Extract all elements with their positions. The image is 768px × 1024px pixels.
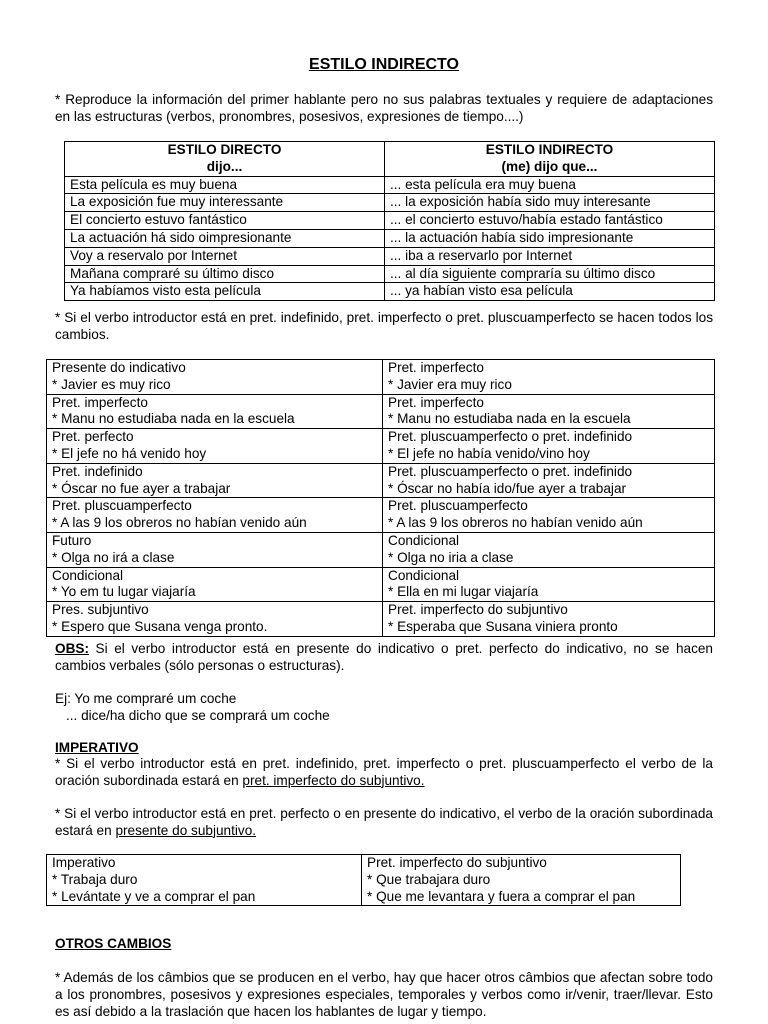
table-cell: ... esta película era muy buena [385, 176, 715, 194]
example-line-1: Ej: Yo me compraré um coche [55, 691, 237, 706]
table-cell [47, 463, 383, 498]
table-cell: ... al día siguiente compraría su último disco [385, 265, 715, 283]
imperativo-right-line: * Que me levantara y fuera a comprar el pan [367, 888, 636, 904]
table-row [65, 229, 715, 247]
tense-name: Presente do indicativo [52, 360, 186, 375]
intro-paragraph: * Reproduce la información del primer hablante pero no sus palabras textuales y requiere de adaptaciones en las estructuras (verbos, pronombres, posesivos, expresiones de tiempo....) [55, 92, 713, 124]
header-indirect: ESTILO INDIRECTO [485, 142, 614, 157]
example-block [55, 691, 713, 725]
table-cell: La exposición fue muy interessante [65, 194, 385, 212]
tense-name: Futuro [52, 532, 92, 548]
table-row [47, 360, 715, 395]
tense-example: * A las 9 los obreros no habían venido aún [52, 515, 307, 531]
table-cell [383, 463, 715, 498]
tense-name: Pret. pluscuamperfecto o pret. indefinido [388, 463, 633, 479]
table-header-cell [385, 142, 715, 177]
tense-change-paragraph: * Si el verbo introductor está en pret. indefinido, pret. imperfecto o pret. pluscuamperfecto se hacen todos los cambios. [55, 310, 713, 342]
table-row [65, 247, 715, 265]
imperativo-left-line: * Levántate y ve a comprar el pan [52, 888, 256, 904]
table-cell [383, 360, 715, 395]
example-line-2: ... dice/ha dicho que se comprará um coche [66, 707, 330, 723]
imperativo-left-line: * Trabaja duro [52, 871, 138, 887]
otros-heading-text: OTROS CAMBIOS [55, 936, 172, 951]
table-row [65, 265, 715, 283]
direct-indirect-table [64, 141, 715, 301]
tense-name: Pres. subjuntivo [52, 602, 149, 618]
tense-name: Condicional [388, 532, 460, 548]
page-title: ESTILO INDIRECTO [309, 56, 459, 73]
tense-example: * Manu no estudiaba nada en la escuela [388, 411, 631, 427]
tense-name: Condicional [52, 567, 124, 583]
table-cell [383, 394, 715, 429]
tense-name: Pret. indefinido [52, 463, 143, 479]
imperativo-p1-underlined: pret. imperfecto do subjuntivo. [242, 772, 425, 788]
tense-example: * Óscar no fue ayer a trabajar [52, 480, 231, 496]
table-cell: ... ya habían visto esa película [385, 283, 715, 301]
table-cell [47, 602, 383, 637]
tense-example: * Espero que Susana venga pronto. [52, 618, 268, 634]
imperativo-left-line: Imperativo [52, 855, 116, 870]
imperativo-right-line: * Que trabajara duro [367, 871, 491, 887]
header-direct: ESTILO DIRECTO [167, 142, 282, 157]
table-cell: La actuación há sido oimpresionante [65, 229, 385, 247]
table-row [47, 429, 715, 464]
tense-name: Condicional [388, 567, 460, 583]
tense-example: * Javier es muy rico [52, 376, 171, 392]
table-row [47, 567, 715, 602]
table-row [47, 532, 715, 567]
tense-example: * Ella en mi lugar viajaría [388, 584, 539, 600]
otros-paragraph: * Además de los câmbios que se producen en el verbo, hay que hacer otros câmbios que afectan sobre todo a los pronombres, posesivos y expresiones especiales, temporales y verbos como ir/venir, traer/llevar. Esto es así debido a la traslación que hacen los hablantes de lugar y tiempo. [55, 970, 713, 1019]
table-cell: Voy a reservalo por Internet [65, 247, 385, 265]
tense-name: Pret. imperfecto [388, 360, 484, 375]
table-cell: Esta película es muy buena [65, 176, 385, 194]
tense-example: * Olga no iria a clase [388, 549, 514, 565]
table-header-row [65, 142, 715, 177]
otros-heading [55, 936, 713, 953]
table-header-cell [65, 142, 385, 177]
tense-name: Pret. imperfecto do subjuntivo [388, 602, 568, 618]
table-cell [383, 532, 715, 567]
imperativo-heading [55, 740, 713, 757]
tense-name: Pret. pluscuamperfecto o pret. indefinido [388, 429, 633, 445]
imperativo-paragraph-1 [55, 756, 713, 790]
imperativo-p2-underlined: presente do subjuntivo. [115, 822, 257, 838]
tense-name: Pret. pluscuamperfecto [388, 498, 528, 514]
table-cell [383, 429, 715, 464]
table-cell: ... la actuación había sido impresionante [385, 229, 715, 247]
tense-example: * A las 9 los obreros no habían venido aún [388, 515, 643, 531]
imperativo-table [46, 854, 681, 906]
table-cell: ... iba a reservarlo por Internet [385, 247, 715, 265]
tense-example: * Esperaba que Susana viniera pronto [388, 618, 618, 634]
table-cell [383, 498, 715, 533]
table-cell: Ya habíamos visto esta película [65, 283, 385, 301]
subheader-direct: dijo... [206, 158, 243, 174]
table-cell: El concierto estuvo fantástico [65, 212, 385, 230]
table-row [65, 283, 715, 301]
table-row [47, 394, 715, 429]
imperativo-heading-text: IMPERATIVO [55, 740, 139, 755]
table-cell [47, 855, 362, 906]
tense-example: * Yo em tu lugar viajaría [52, 584, 196, 600]
tense-table [46, 359, 715, 637]
tense-name: Pret. pluscuamperfecto [52, 498, 192, 514]
table-row [47, 855, 681, 906]
table-cell: ... el concierto estuvo/había estado fantástico [385, 212, 715, 230]
table-cell [47, 394, 383, 429]
table-row [65, 176, 715, 194]
table-cell [47, 532, 383, 567]
table-cell [383, 602, 715, 637]
obs-text: Si el verbo introductor está en presente do indicativo o pret. perfecto do indicativo, no se hacen cambios verbales (sólo personas o estructuras). [55, 641, 713, 673]
table-row [65, 212, 715, 230]
tense-name: Pret. perfecto [52, 429, 134, 445]
subheader-indirect: (me) dijo que... [501, 158, 598, 174]
obs-paragraph [55, 641, 713, 675]
imperativo-paragraph-2 [55, 806, 713, 840]
tense-example: * Manu no estudiaba nada en la escuela [52, 411, 295, 427]
tense-example: * Javier era muy rico [388, 376, 512, 392]
tense-example: * El jefe no há venido hoy [52, 445, 207, 461]
table-row [47, 463, 715, 498]
table-row [47, 498, 715, 533]
table-cell [47, 360, 383, 395]
tense-example: * El jefe no había venido/vino hoy [388, 445, 590, 461]
table-cell: Mañana compraré su último disco [65, 265, 385, 283]
imperativo-p1-text: * Si el verbo introductor está en pret. indefinido, pret. imperfecto o pret. pluscuamperfecto el verbo de la oración subordinada estará en [55, 756, 713, 788]
imperativo-right-line: Pret. imperfecto do subjuntivo [367, 855, 547, 870]
table-cell [383, 567, 715, 602]
tense-name: Pret. imperfecto [52, 394, 148, 410]
table-cell: ... la exposición había sido muy interesante [385, 194, 715, 212]
tense-example: * Olga no irá a clase [52, 549, 175, 565]
table-cell [47, 429, 383, 464]
table-cell [47, 567, 383, 602]
table-cell [47, 498, 383, 533]
table-row [65, 194, 715, 212]
table-row [47, 602, 715, 637]
imperativo-p2-text: * Si el verbo introductor está en pret. perfecto o en presente do indicativo, el verbo de la oración subordinada estará en [55, 806, 713, 838]
obs-label: OBS: [55, 641, 89, 656]
table-cell [362, 855, 681, 906]
tense-name: Pret. imperfecto [388, 394, 484, 410]
tense-example: * Óscar no había ido/fue ayer a trabajar [388, 480, 627, 496]
